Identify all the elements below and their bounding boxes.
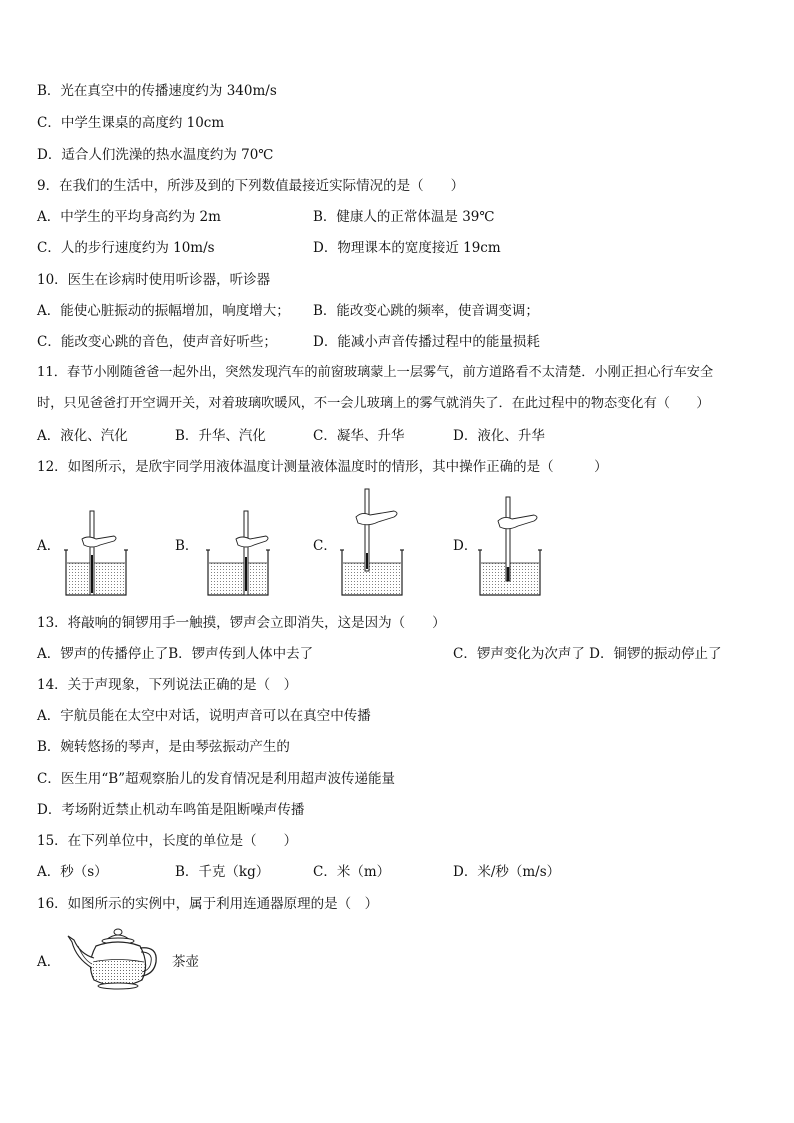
q10-stem: 10．医生在诊病时使用听诊器，听诊器 [37, 272, 271, 288]
q16-label-a: A． [37, 954, 61, 970]
thermometer-figure-b [204, 505, 274, 600]
q14-stem: 14．关于声现象，下列说法正确的是（ ） [37, 677, 298, 693]
q15-stem: 15．在下列单位中，长度的单位是（ ） [37, 833, 298, 849]
q9-option-a: A．中学生的平均身高约为 2m [37, 209, 221, 225]
q15-option-b: B．千克（kg） [175, 864, 270, 880]
q13-options-ab: A．锣声的传播停止了B．锣声传到人体中去了 [37, 646, 314, 662]
thermometer-figure-c [338, 487, 413, 600]
q15-option-a: A．秒（s） [37, 864, 108, 880]
q12-label-a: A． [37, 538, 61, 554]
q12-label-d: D． [453, 538, 478, 554]
q14-option-c: C．医生用“B”超观察胎儿的发育情况是利用超声波传递能量 [37, 771, 396, 787]
q11-option-b: B．升华、汽化 [175, 428, 266, 444]
q12-label-c: C． [313, 538, 337, 554]
thermometer-figure-a [62, 505, 132, 600]
q15-option-d: D．米/秒（m/s） [453, 864, 561, 880]
teapot-icon [62, 924, 162, 994]
q10-option-d: D．能减小声音传播过程中的能量损耗 [313, 334, 540, 350]
q8-option-b: B．光在真空中的传播速度约为 340m/s [37, 83, 277, 99]
q14-option-d: D．考场附近禁止机动车鸣笛是阻断噪声传播 [37, 802, 305, 818]
q8-option-c: C．中学生课桌的高度约 10cm [37, 115, 225, 131]
q9-option-b: B．健康人的正常体温是 39℃ [313, 209, 495, 225]
thermometer-figure-d [476, 493, 551, 600]
q10-option-b: B．能改变心跳的频率，使音调变调； [313, 303, 539, 319]
q11-stem-line2: 时，只见爸爸打开空调开关，对着玻璃吹暖风，不一会儿玻璃上的雾气就消失了．在此过程中的物态变化有（ ） [37, 396, 710, 411]
q11-option-c: C．凝华、升华 [313, 428, 405, 444]
q14-option-b: B．婉转悠扬的琴声，是由琴弦振动产生的 [37, 739, 290, 755]
q10-option-c: C．能改变心跳的音色，使声音好听些； [37, 334, 277, 350]
q14-option-a: A．宇航员能在太空中对话，说明声音可以在真空中传播 [37, 708, 371, 724]
q15-option-c: C．米（m） [313, 864, 391, 880]
q13-stem: 13．将敲响的铜锣用手一触摸，锣声会立即消失，这是因为（ ） [37, 615, 446, 631]
q8-option-d: D．适合人们洗澡的热水温度约为 70℃ [37, 147, 274, 163]
q9-option-c: C．人的步行速度约为 10m/s [37, 240, 215, 256]
q11-stem-line1: 11．春节小刚随爸爸一起外出，突然发现汽车的前窗玻璃蒙上一层雾气，前方道路看不太清楚．小刚正担心行车安全 [37, 365, 714, 380]
q10-option-a: A．能使心脏振动的振幅增加，响度增大； [37, 303, 290, 319]
q12-label-b: B． [175, 538, 199, 554]
q16-caption-teapot: 茶壶 [172, 954, 199, 970]
q11-option-d: D．液化、升华 [453, 428, 545, 444]
q9-option-d: D．物理课本的宽度接近 19cm [313, 240, 501, 256]
q9-stem: 9．在我们的生活中，所涉及到的下列数值最接近实际情况的是（ ） [37, 178, 465, 194]
q11-option-a: A．液化、汽化 [37, 428, 128, 444]
q13-options-cd: C．锣声变化为次声了 D．铜锣的振动停止了 [453, 646, 722, 662]
q16-stem: 16．如图所示的实例中，属于利用连通器原理的是（ ） [37, 896, 379, 912]
q12-stem: 12．如图所示，是欣宇同学用液体温度计测量液体温度时的情形，其中操作正确的是（ ） [37, 459, 608, 475]
